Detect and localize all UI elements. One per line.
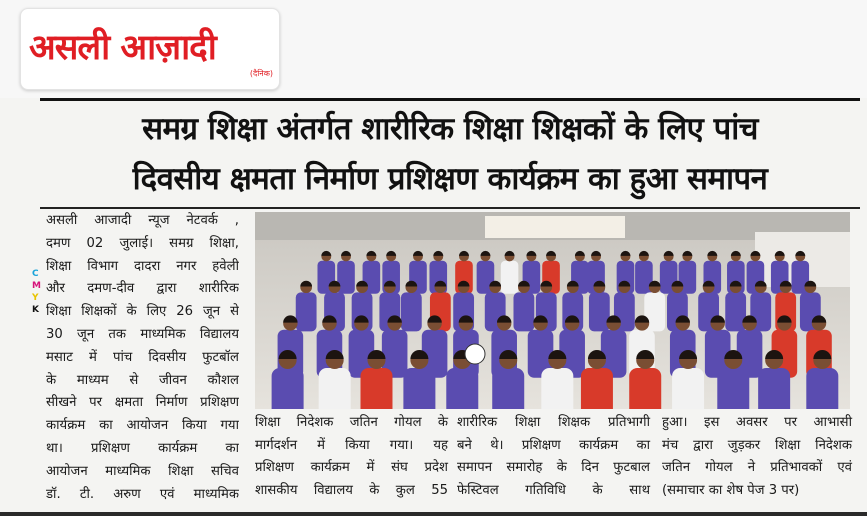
logo-subtitle: (दैनिक)	[249, 69, 273, 78]
person-body	[403, 368, 435, 409]
headline-line-2: दिवसीय क्षमता निर्माण प्रशिक्षण कार्यक्रम का हुआ समापन	[132, 161, 768, 197]
article-line: मार्गदर्शन में किया गया। यह	[255, 437, 448, 453]
person-body	[541, 368, 573, 409]
person-body	[589, 292, 610, 331]
article-line: बने थे। प्रशिक्षण कार्यक्रम का	[457, 437, 650, 453]
article-column-2	[255, 412, 448, 502]
cmyk-registration-mark	[32, 268, 41, 316]
article-line: कार्यक्रम का आयोजन किया गया	[46, 418, 239, 434]
article-line: था। प्रशिक्षण कार्यक्रम का	[46, 440, 239, 456]
person-body	[501, 261, 519, 294]
article-line: समापन समारोह के दिन फुटबाल	[457, 460, 650, 475]
top-rule	[40, 98, 860, 101]
article-line: हुआ। इस अवसर पर आभासी	[662, 415, 852, 430]
masthead	[0, 0, 867, 98]
article-line: आयोजन माध्यमिक शिक्षा सचिव	[46, 463, 239, 479]
person-body	[319, 368, 351, 409]
person-body	[272, 368, 304, 409]
article-line: के माध्यम से जीवन कौशल	[46, 372, 239, 388]
article-line: शासकीय विद्यालय के कुल 55	[255, 482, 448, 498]
article-line: मंच द्वारा जुड़कर शिक्षा निदेशक	[662, 437, 852, 453]
cmyk-m: M	[32, 281, 41, 291]
cmyk-y: Y	[32, 293, 39, 303]
article-column-1	[46, 210, 239, 506]
article-line: डॉ. टी. अरुण एवं माध्यमिक	[46, 486, 239, 502]
person-body	[758, 368, 790, 409]
person-body	[672, 368, 704, 409]
article-line: दमण 02 जुलाई। समग्र शिक्षा,	[46, 235, 239, 251]
article-line: मसाट में पांच दिवसीय फुटबॉल	[46, 349, 239, 365]
person-body	[513, 292, 534, 331]
article-line: (समाचार का शेष पेज 3 पर)	[662, 482, 800, 498]
cmyk-c: C	[32, 269, 39, 279]
article-line: शिक्षा शिक्षकों के लिए 26 जून से	[46, 304, 239, 320]
article-line: फेस्टिवल गतिविधि के साथ	[457, 482, 650, 498]
person-body	[446, 368, 478, 409]
article-column-3	[457, 412, 650, 502]
logo-text: असली आज़ादी	[29, 28, 216, 68]
newspaper-logo	[20, 8, 280, 90]
article-line: जतिन गोयल ने प्रतिभावकों एवं	[662, 460, 852, 475]
bottom-rule	[0, 512, 867, 516]
person-body	[296, 292, 317, 331]
article-line: सीखने पर क्षमता निर्माण प्रशिक्षण	[46, 395, 239, 411]
football-icon	[465, 344, 485, 364]
group-photo	[255, 212, 850, 409]
article-line: 30 जून तक माध्यमिक विद्यालय	[46, 326, 239, 342]
group-photo-illustration	[255, 212, 850, 409]
article-line: और दमण-दीव द्वारा शारीरिक	[46, 281, 239, 297]
person-body	[629, 368, 661, 409]
article-line: शिक्षा विभाग दादरा नगर हवेली	[46, 258, 239, 274]
article-line: शारीरिक शिक्षा शिक्षक प्रतिभागी	[457, 415, 650, 430]
person-body	[401, 292, 422, 331]
article-line: प्रशिक्षण कार्यक्रम में संघ प्रदेश	[255, 460, 448, 475]
person-body	[806, 368, 838, 409]
headline-line-1: समग्र शिक्षा अंतर्गत शारीरिक शिक्षा शिक्षकों के लिए पांच	[142, 111, 758, 147]
article-line: शिक्षा निदेशक जतिन गोयल के	[255, 415, 448, 430]
article-line: असली आजादी न्यूज नेटवर्क ,	[46, 213, 239, 228]
person-body	[360, 368, 392, 409]
person-body	[492, 368, 524, 409]
person-body	[581, 368, 613, 409]
article-column-4	[662, 412, 852, 502]
headline-rule	[40, 207, 860, 209]
person-body	[717, 368, 749, 409]
cmyk-k: K	[32, 305, 39, 315]
